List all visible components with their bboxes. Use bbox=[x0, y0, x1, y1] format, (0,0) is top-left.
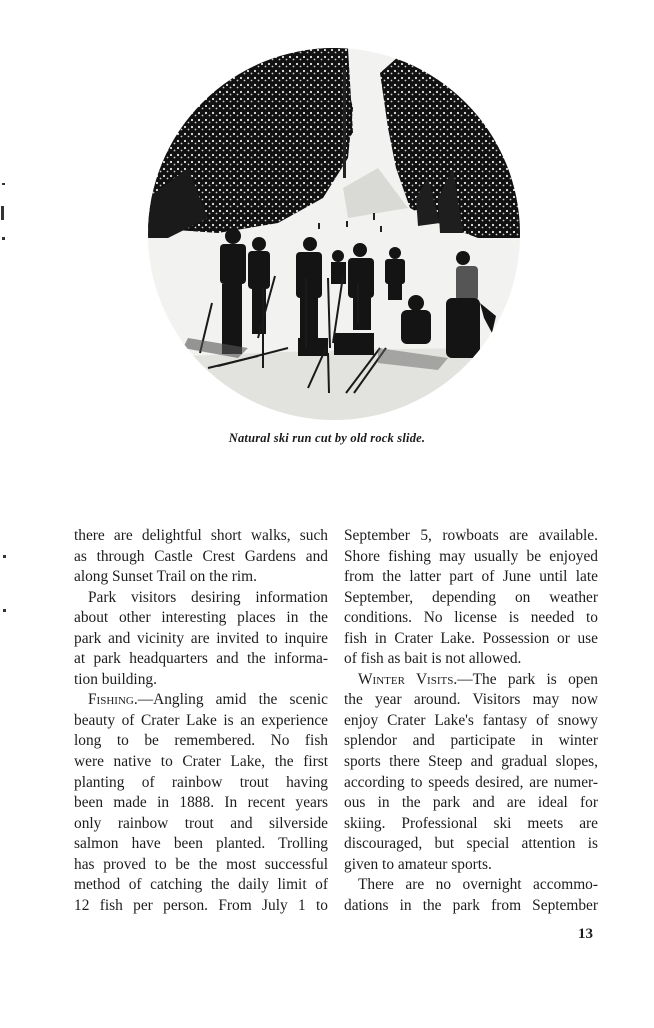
scan-mark bbox=[3, 555, 6, 558]
text-line: enjoy Crater Lake's fantasy of snowy bbox=[344, 711, 598, 729]
text-line: beauty of Crater Lake is an experience bbox=[74, 711, 328, 729]
text-line: sports there Steep and gradual slopes, bbox=[344, 753, 598, 771]
text-line: fish in Crater Lake. Possession or use bbox=[344, 629, 598, 647]
text-line: were native to Crater Lake, the first bbox=[74, 753, 328, 771]
text-line: planting of rainbow trout having bbox=[74, 773, 328, 791]
text-line: dations in the park from September bbox=[344, 896, 598, 914]
text-line: Shore fishing may usually be enjoyed bbox=[344, 547, 598, 565]
text-line: method of catching the daily limit of bbox=[74, 876, 328, 894]
winter-visits-heading: Winter Visits. bbox=[358, 670, 458, 688]
text-line: about other interesting places in the bbox=[74, 609, 328, 627]
winter-visits-paragraph-start: Winter Visits.—The park is open bbox=[358, 670, 598, 688]
text-line: splendor and participate in winter bbox=[344, 732, 598, 750]
text-line: Park visitors desiring information bbox=[88, 588, 328, 606]
scan-mark bbox=[2, 237, 5, 240]
text-line: September, depending on weather bbox=[344, 588, 598, 606]
text-line: salmon have been planted. Trolling bbox=[74, 835, 328, 853]
text-column-left bbox=[74, 526, 328, 916]
text-line: There are no overnight accommo- bbox=[358, 876, 598, 894]
text-line: according to speeds desired, are numer- bbox=[344, 773, 598, 791]
text-line: September 5, rowboats are available. bbox=[344, 527, 598, 544]
scan-mark bbox=[1, 206, 4, 220]
text-line: been made in 1888. In recent years bbox=[74, 794, 328, 812]
text-line: ous in the park and are ideal for bbox=[344, 794, 598, 812]
fishing-paragraph-start: Fishing.—Angling amid the scenic bbox=[88, 691, 328, 709]
text-line: as through Castle Crest Gardens and bbox=[74, 547, 328, 565]
scan-mark bbox=[3, 609, 6, 612]
page-number: 13 bbox=[578, 926, 593, 942]
text-line: from the latter part of June until late bbox=[344, 568, 598, 586]
text-line: along Sunset Trail on the rim. bbox=[74, 568, 257, 586]
text-line: discouraged, but special attention is bbox=[344, 835, 598, 853]
text-line: 12 fish per person. From July 1 to bbox=[74, 896, 328, 914]
ski-scene-illustration bbox=[148, 48, 520, 420]
text-line: has proved to be the most successful bbox=[74, 855, 328, 873]
text-line: of fish as bait is not allowed. bbox=[344, 650, 522, 668]
text-line: conditions. No license is needed to bbox=[344, 609, 598, 627]
text-line: there are delightful short walks, such bbox=[74, 527, 328, 544]
text-line: the year around. Visitors may now bbox=[344, 691, 598, 709]
text-line: skiing. Professional ski meets are bbox=[344, 814, 598, 832]
text-line: tion building. bbox=[74, 670, 157, 688]
text-line: only rainbow trout and silverside bbox=[74, 814, 328, 832]
text-column-right bbox=[344, 526, 598, 916]
text-line: park and vicinity are invited to inquire bbox=[74, 629, 328, 647]
scan-mark bbox=[2, 183, 5, 185]
ski-run-photo bbox=[148, 48, 520, 420]
text-line: given to amateur sports. bbox=[344, 855, 492, 873]
text-line: long to be remembered. No fish bbox=[74, 732, 328, 750]
photo-caption: Natural ski run cut by old rock slide. bbox=[228, 431, 426, 445]
text-line: at park headquarters and the informa- bbox=[74, 650, 328, 668]
fishing-heading: Fishing. bbox=[88, 691, 138, 709]
